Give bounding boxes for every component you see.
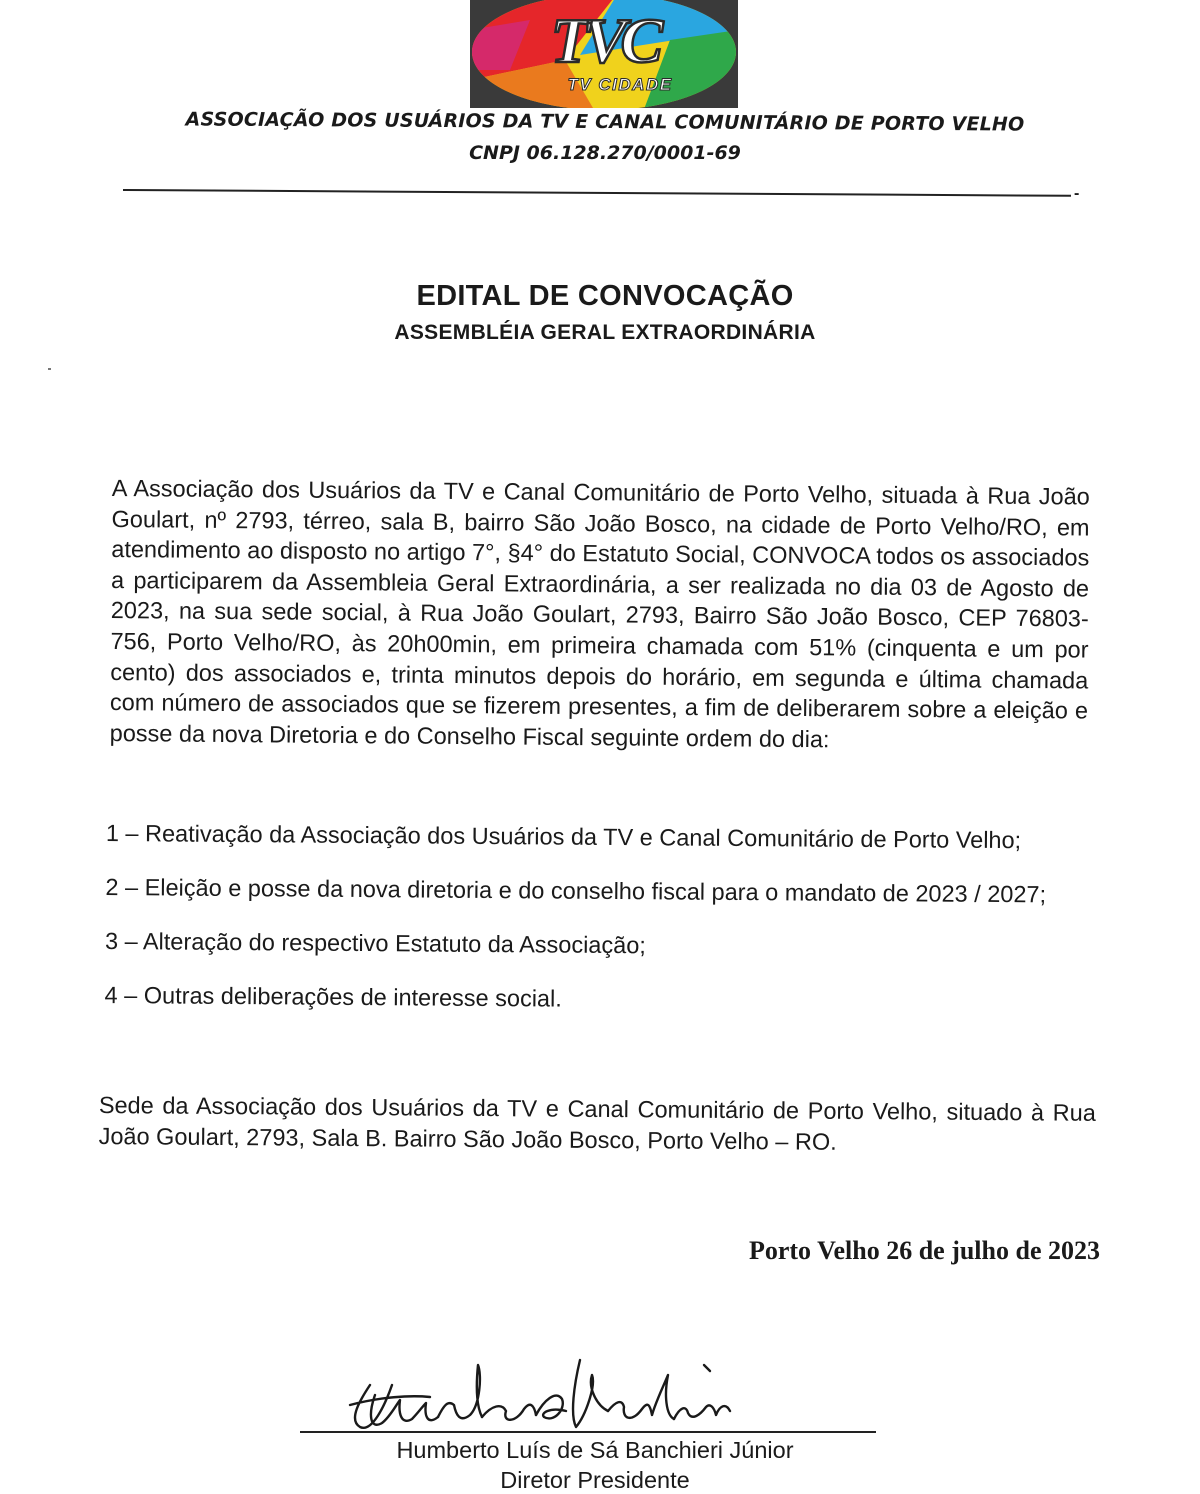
signature-line bbox=[300, 1431, 876, 1433]
divider-tick: - bbox=[1074, 185, 1080, 202]
agenda-item: 1 – Reativação da Associação dos Usuários da TV e Canal Comunitário de Porto Velho; bbox=[105, 819, 1022, 854]
date-line: Porto Velho 26 de julho de 2023 bbox=[748, 1236, 1100, 1265]
logo-tagline: TV CIDADE bbox=[567, 75, 673, 94]
organization-name: ASSOCIAÇÃO DOS USUÁRIOS DA TV E CANAL COMUNITÁRIO DE PORTO VELHO bbox=[185, 108, 1025, 136]
signature-text: Humberto Banchieri bbox=[330, 1345, 339, 1346]
logo-graphic bbox=[470, 0, 738, 108]
document-subtitle: ASSEMBLÉIA GERAL EXTRAORDINÁRIA bbox=[394, 321, 816, 344]
headquarters-paragraph: Sede da Associação dos Usuários da TV e Canal Comunitário de Porto Velho, situado à Rua João Goulart, 2793, Sala B. Bairro São João Bosco, Porto Velho – RO. bbox=[98, 1091, 1096, 1155]
scan-speck bbox=[48, 368, 51, 370]
signer-role: Diretor Presidente bbox=[500, 1467, 690, 1493]
agenda-item: 2 – Eleição e posse da nova diretoria e do conselho fiscal para o mandato de 2023 / 2027; bbox=[105, 873, 1047, 908]
document-title: EDITAL DE CONVOCAÇÃO bbox=[416, 280, 794, 312]
signer-name: Humberto Luís de Sá Banchieri Júnior bbox=[396, 1437, 794, 1463]
tv-cidade-logo bbox=[470, 0, 738, 108]
logo-brand-text: TVC bbox=[550, 5, 658, 76]
organization-cnpj: CNPJ 06.128.270/0001-69 bbox=[469, 142, 741, 164]
agenda-list bbox=[104, 818, 1106, 1042]
convocation-paragraph: A Associação dos Usuários da TV e Canal Comunitário de Porto Velho, situada à Rua João Goulart, nº 2793, térreo, sala B, bairro São João Bosco, na cidade de Porto Velho/RO, em atendimento ao disposto no artigo 7°, §4° do Estatuto Social, CONVOCA todos os associados a participarem da Assembleia Geral Extraordinária, a ser realizada no dia 03 de Agosto de 2023, na sua sede social, à Rua João Goulart, 2793, Bairro São João Bosco, CEP 76803-756, Porto Velho/RO, às 20h00min, em primeira chamada com 51% (cinquenta e um por cento) dos associados e, trinta minutos depois do horário, em segunda e última chamada com número de associados que se fizerem presentes, a fim de deliberarem sobre a eleição e posse da nova Diretoria e do Conselho Fiscal seguinte ordem do dia: bbox=[109, 474, 1090, 753]
agenda-item: 3 – Alteração do respectivo Estatuto da Associação; bbox=[104, 927, 646, 959]
handwritten-signature bbox=[330, 1345, 750, 1445]
header-divider bbox=[123, 189, 1071, 197]
agenda-item: 4 – Outras deliberações de interesse social. bbox=[104, 981, 562, 1012]
